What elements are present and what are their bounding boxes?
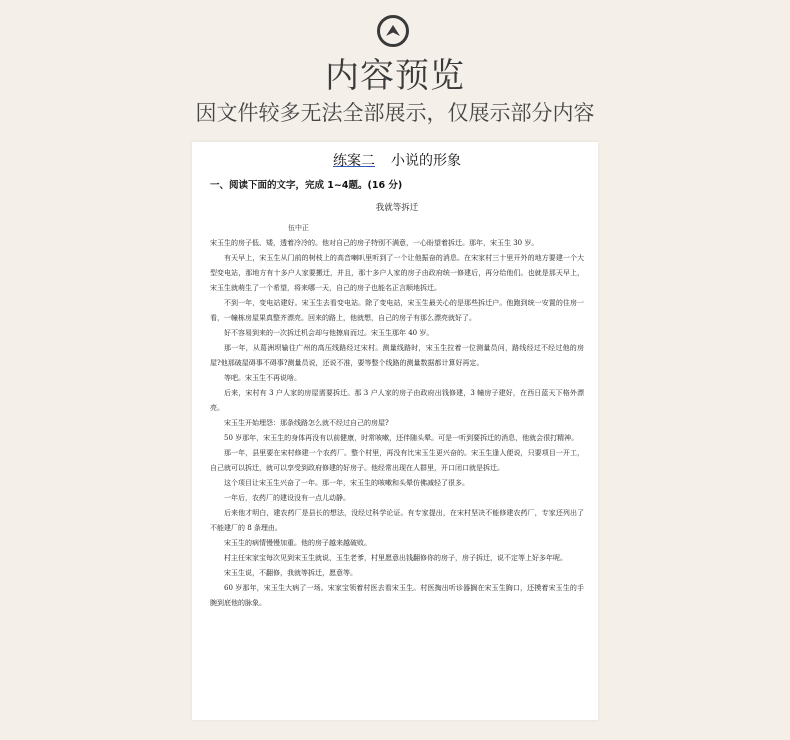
- paragraph: 不到一年，变电站建好。宋玉生去看变电站。除了变电站，宋玉生最关心的是那些拆迁户。他跑到统一安置的住房一看，一幢栋房屋果真整齐漂亮。回来的路上，他就想，自己的房子有那么漂亮就好了。: [210, 299, 584, 322]
- document-title: [210, 150, 584, 170]
- paragraph: 宋玉生的房子低、矮，透着冷冷的。他对自己的房子特别不满意，一心盼望着拆迁。那年，宋玉生 30 岁。: [210, 239, 539, 247]
- paragraph: 60 岁那年，宋玉生大病了一场。宋家宝领着村医去看宋玉生。村医掏出听诊器搁在宋玉生胸口，还摸着宋玉生的手腕到底他的脉象。: [210, 584, 584, 607]
- document-title-part2: 小说的形象: [391, 153, 461, 169]
- chevron-up-circle-icon[interactable]: [377, 15, 409, 47]
- document-preview: [192, 142, 598, 720]
- chevron-up-glyph: [384, 22, 402, 40]
- paragraph: 一年后，农药厂的建设没有一点儿动静。: [224, 494, 350, 502]
- paragraph: 宋玉生开始埋怨：那条线路怎么就不经过自己的房屋?: [224, 419, 389, 427]
- paragraph: 宋玉生的病情慢慢加重。他的房子越来越破败。: [224, 539, 371, 547]
- paragraph: 那一年，从葛洲坝输往广州的高压线路经过宋村。测量线路时，宋玉生拉着一位测量员问，路线经过不经过他的房屋?他那破屋碍事不碍事?测量员说，还说不准，要等整个线路的测量数据都计算好再定。: [210, 344, 584, 367]
- paragraph: 后来他才明白，建农药厂是县长的想法，没经过科学论证。有专家提出，在宋村坚决不能修建农药厂，专家还列出了不能建厂的 8 条理由。: [210, 509, 584, 532]
- page-subtitle: 因文件较多无法全部展示，仅展示部分内容: [195, 101, 595, 125]
- article-title: 我就等拆迁: [375, 203, 419, 213]
- paragraph: 那一年，县里要在宋村修建一个农药厂。整个村里，再没有比宋玉生更兴奋的。宋玉生逢人便说，只要项目一开工，自己就可以拆迁，就可以享受到政府修建的好房子。他经常出现在人群里，开口闭口就是拆迁。: [210, 449, 584, 472]
- paragraph: 宋玉生说，不翻修，我就等拆迁，愿意等。: [224, 569, 357, 577]
- paragraph: 后来，宋村有 3 户人家的房屋需要拆迁。那 3 户人家的房子由政府出钱修建，3 幢房子建好，在西日蓝天下格外漂亮。: [210, 389, 584, 412]
- section-heading: 一、阅读下面的文字，完成 1~4题。(16 分): [210, 180, 403, 191]
- document-title-part1: 练案二: [333, 153, 375, 169]
- author: 伍中正: [288, 224, 309, 232]
- paragraph: 50 岁那年，宋玉生的身体再没有以前健康，时常咳嗽，还伴随头晕。可是一听到要拆迁的消息，他就会很打精神。: [224, 434, 579, 442]
- paragraph: 等吧。宋玉生不再说啥。: [224, 374, 301, 382]
- paragraph: 村主任宋家宝每次见到宋玉生就说，玉生老爹，村里愿意出钱翻修你的房子，房子拆迁，说不定等上好多年呢。: [224, 554, 567, 562]
- paragraph: 这个项目让宋玉生兴奋了一年。那一年，宋玉生的咳嗽和头晕仿佛减轻了很多。: [224, 479, 469, 487]
- paragraph: 有天早上，宋玉生从门前的树枝上的高音喇叭里听到了一个让他振奋的消息。在宋家村三十里开外的地方要建一个大型变电站，那地方有十多户人家要搬迁，并且，那十多户人家的房子由政府统一修建后，再分给他们。也就是那天早上，宋玉生就萌生了一个希望，将来哪一天，自己的房子也能名正言顺地拆迁。: [210, 254, 584, 292]
- paragraph: 好不容易到来的一次拆迁机会却与他擦肩而过。宋玉生那年 40 岁。: [224, 329, 434, 337]
- page-title: 内容预览: [325, 56, 465, 96]
